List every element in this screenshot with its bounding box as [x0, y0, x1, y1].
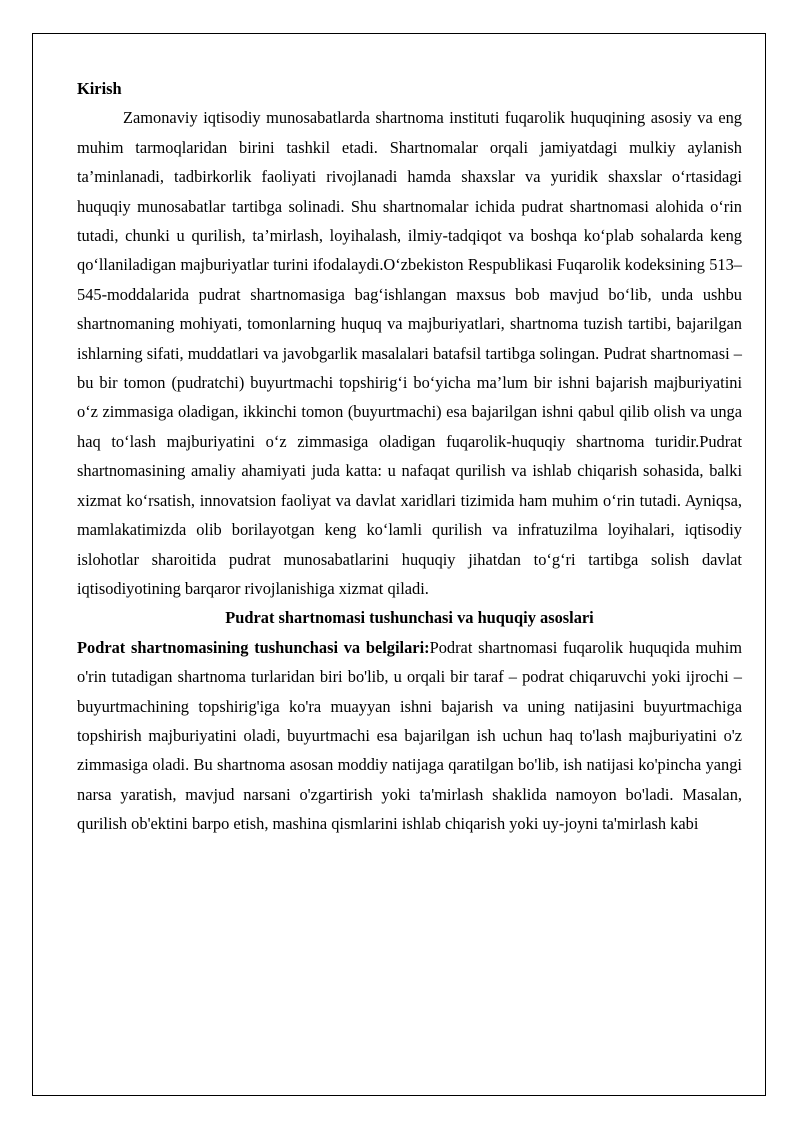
section-heading: Pudrat shartnomasi tushunchasi va huquqiy asoslari	[225, 608, 594, 628]
document-body	[77, 74, 742, 839]
definition-lead-bold: Podrat shartnomasining tushunchasi va belgilari:	[77, 637, 430, 657]
intro-heading: Kirish	[77, 79, 122, 98]
definition-paragraph	[77, 633, 742, 839]
definition-text: Podrat shartnomasi fuqarolik huquqida muhim o'rin tutadigan shartnoma turlaridan biri bo'lib, u orqali bir taraf – podrat chiqaruvchi yoki ijrochi – buyurtmachining topshirig'iga ko'ra muayyan ishni bajarish va uning natijasini buyurtmachiga topshirish majburiyatini oladi, buyurtmachi esa bajarilgan ish uchun haq to'lash majburiyatini o'z zimmasiga oladi. Bu shartnoma asosan moddiy natijaga qaratilgan bo'lib, ish natijasi ko'pincha yangi narsa yaratish, mavjud narsani o'zgartirish yoki ta'mirlash shaklida namoyon bo'ladi. Masalan, qurilish ob'ektini barpo etish, mashina qismlarini ishlab chiqarish yoki uy-joyni ta'mirlash kabi	[77, 637, 742, 834]
intro-paragraph: Zamonaviy iqtisodiy munosabatlarda shartnoma instituti fuqarolik huquqining asosiy va eng muhim tarmoqlaridan birini tashkil etadi. Shartnomalar orqali jamiyatdagi mulkiy aylanish ta’minlanadi, tadbirkorlik faoliyati rivojlanadi hamda shaxslar va yuridik shaxslar o‘rtasidagi huquqiy munosabatlar tartibga solinadi. Shu shartnomalar ichida pudrat shartnomasi alohida o‘rin tutadi, chunki u qurilish, ta’mirlash, loyihalash, ilmiy-tadqiqot va boshqa ko‘plab sohalarda keng qo‘llaniladigan majburiyatlar turini ifodalaydi.O‘zbekiston Respublikasi Fuqarolik kodeksining 513–545-moddalarida pudrat shartnomasiga bag‘ishlangan maxsus bob mavjud bo‘lib, unda ushbu shartnomaning mohiyati, tomonlarning huquq va majburiyatlari, shartnoma tuzish tartibi, bajarilgan ishlarning sifati, muddatlari va javobgarlik masalalari batafsil tartibga solingan. Pudrat shartnomasi – bu bir tomon (pudratchi) buyurtmachi topshirig‘i bo‘yicha ma’lum bir ishni bajarish majburiyatini o‘z zimmasiga oladigan, ikkinchi tomon (buyurtmachi) esa bajarilgan ishni qabul qilib olish va unga haq to‘lash majburiyatini o‘z zimmasiga oladigan fuqarolik-huquqiy shartnoma turidir.Pudrat shartnomasining amaliy ahamiyati juda katta: u nafaqat qurilish va ishlab chiqarish sohasida, balki xizmat ko‘rsatish, innovatsion faoliyat va davlat xaridlari tizimida ham muhim o‘rin tutadi. Ayniqsa, mamlakatimizda olib borilayotgan keng ko‘lamli qurilish va infratuzilma loyihalari, iqtisodiy islohotlar sharoitida pudrat munosabatlarini huquqiy jihatdan to‘g‘ri tartibga solish davlat iqtisodiyotining barqaror rivojlanishiga xizmat qiladi.	[77, 108, 742, 598]
